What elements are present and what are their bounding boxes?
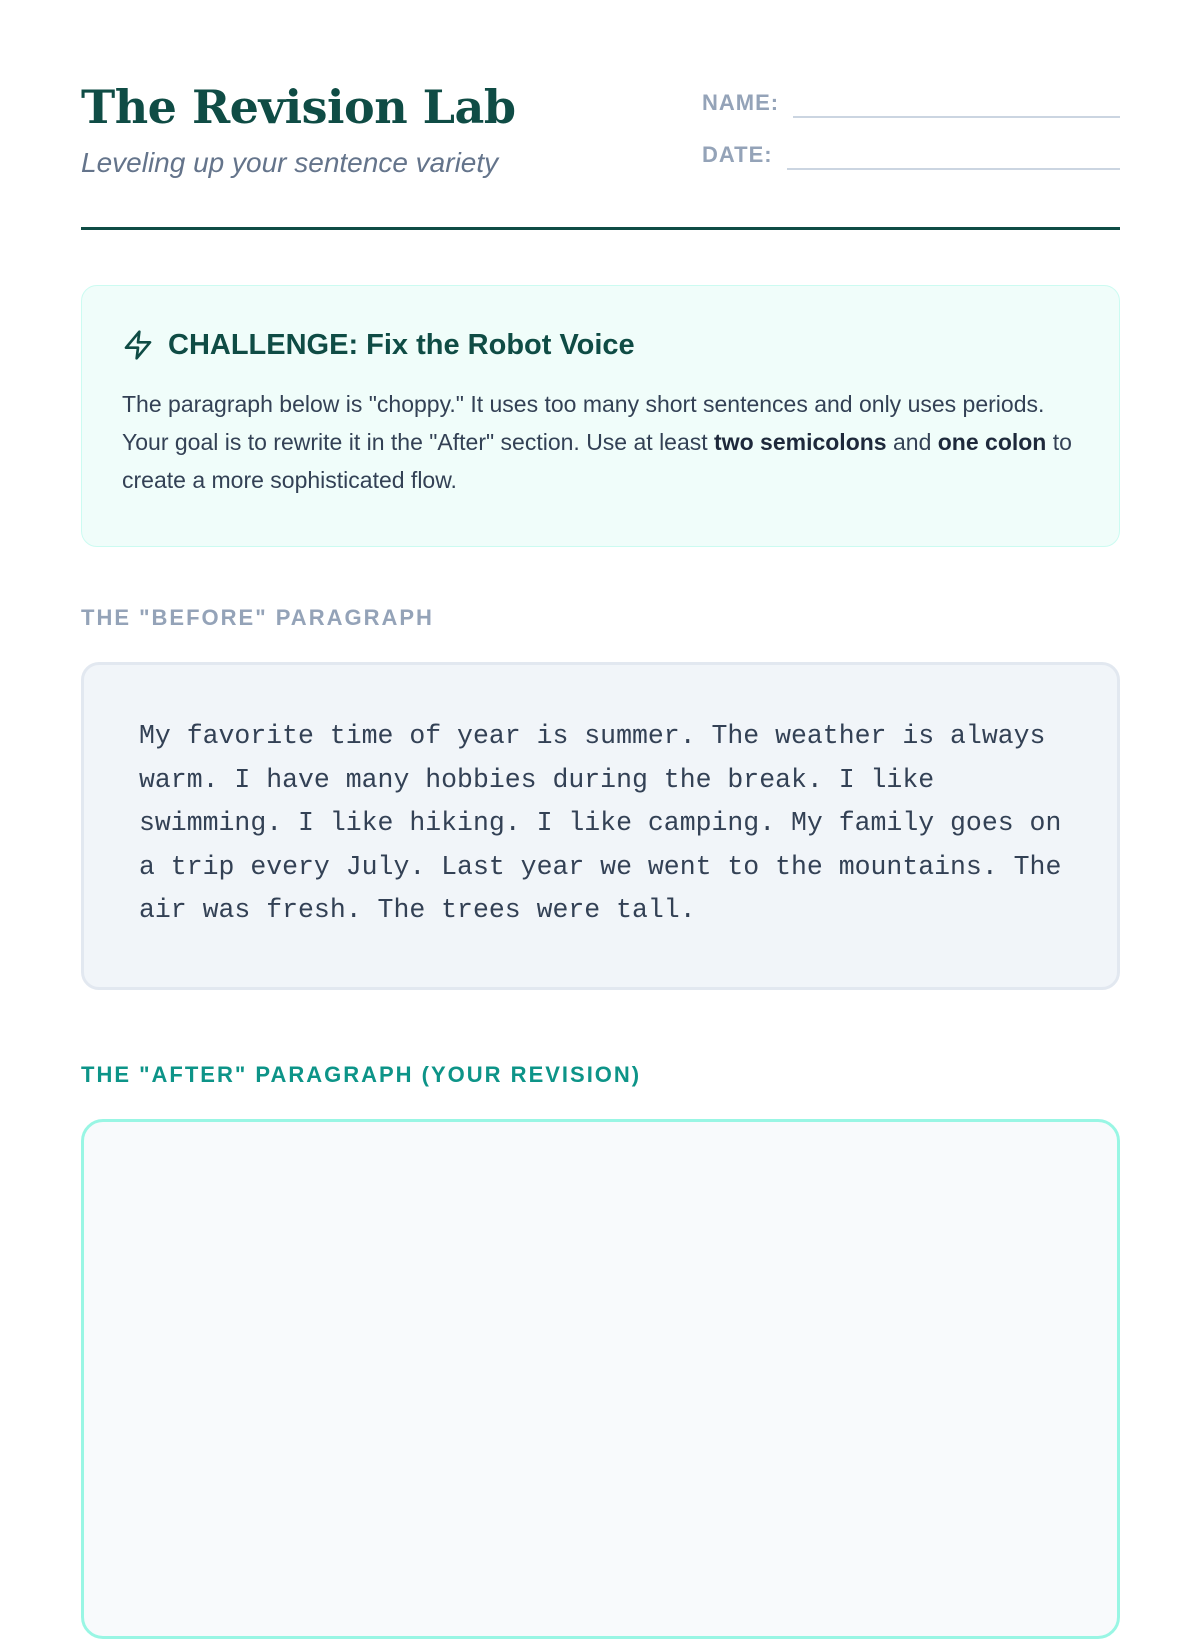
after-section-label: THE "AFTER" PARAGRAPH (YOUR REVISION) bbox=[81, 1062, 642, 1087]
before-section-label: THE "BEFORE" PARAGRAPH bbox=[81, 605, 434, 630]
before-paragraph-box bbox=[81, 662, 1120, 990]
instructions-emphasis-semicolons: two semicolons bbox=[714, 428, 887, 455]
instructions-emphasis-colon: one colon bbox=[937, 428, 1047, 455]
name-label: NAME: bbox=[702, 90, 780, 115]
date-field bbox=[702, 138, 1120, 172]
lightning-bolt-icon bbox=[122, 329, 154, 361]
challenge-heading bbox=[122, 328, 1079, 363]
page-subtitle: Leveling up your sentence variety bbox=[81, 147, 499, 178]
worksheet-page bbox=[81, 0, 1120, 1087]
instructions-text-2: and bbox=[886, 428, 938, 455]
student-info-fields bbox=[702, 86, 1120, 190]
challenge-card bbox=[81, 285, 1120, 547]
challenge-instructions bbox=[122, 385, 1079, 499]
page-title: The Revision Lab bbox=[81, 80, 516, 134]
challenge-title: CHALLENGE: Fix the Robot Voice bbox=[168, 329, 635, 361]
instructions-text-3: to create a more sophisticated flow. bbox=[122, 428, 1072, 493]
name-write-line[interactable] bbox=[793, 116, 1120, 118]
before-paragraph-text: My favorite time of year is summer. The weather is always warm. I have many hobbies during the break. I like swimming. I like hiking. I like camping. My family goes on a trip every July. Last year we went to the mountains. The air was fresh. The trees were tall. bbox=[139, 721, 1062, 925]
name-field bbox=[702, 86, 1120, 120]
date-label: DATE: bbox=[702, 142, 773, 167]
instructions-text-1: The paragraph below is "choppy." It uses too many short sentences and only uses periods. Your goal is to rewrite it in the "After" section. Use at least bbox=[122, 390, 1045, 455]
after-revision-writing-area[interactable] bbox=[81, 1119, 1120, 1639]
date-write-line[interactable] bbox=[787, 168, 1120, 170]
worksheet-header bbox=[81, 0, 1120, 230]
